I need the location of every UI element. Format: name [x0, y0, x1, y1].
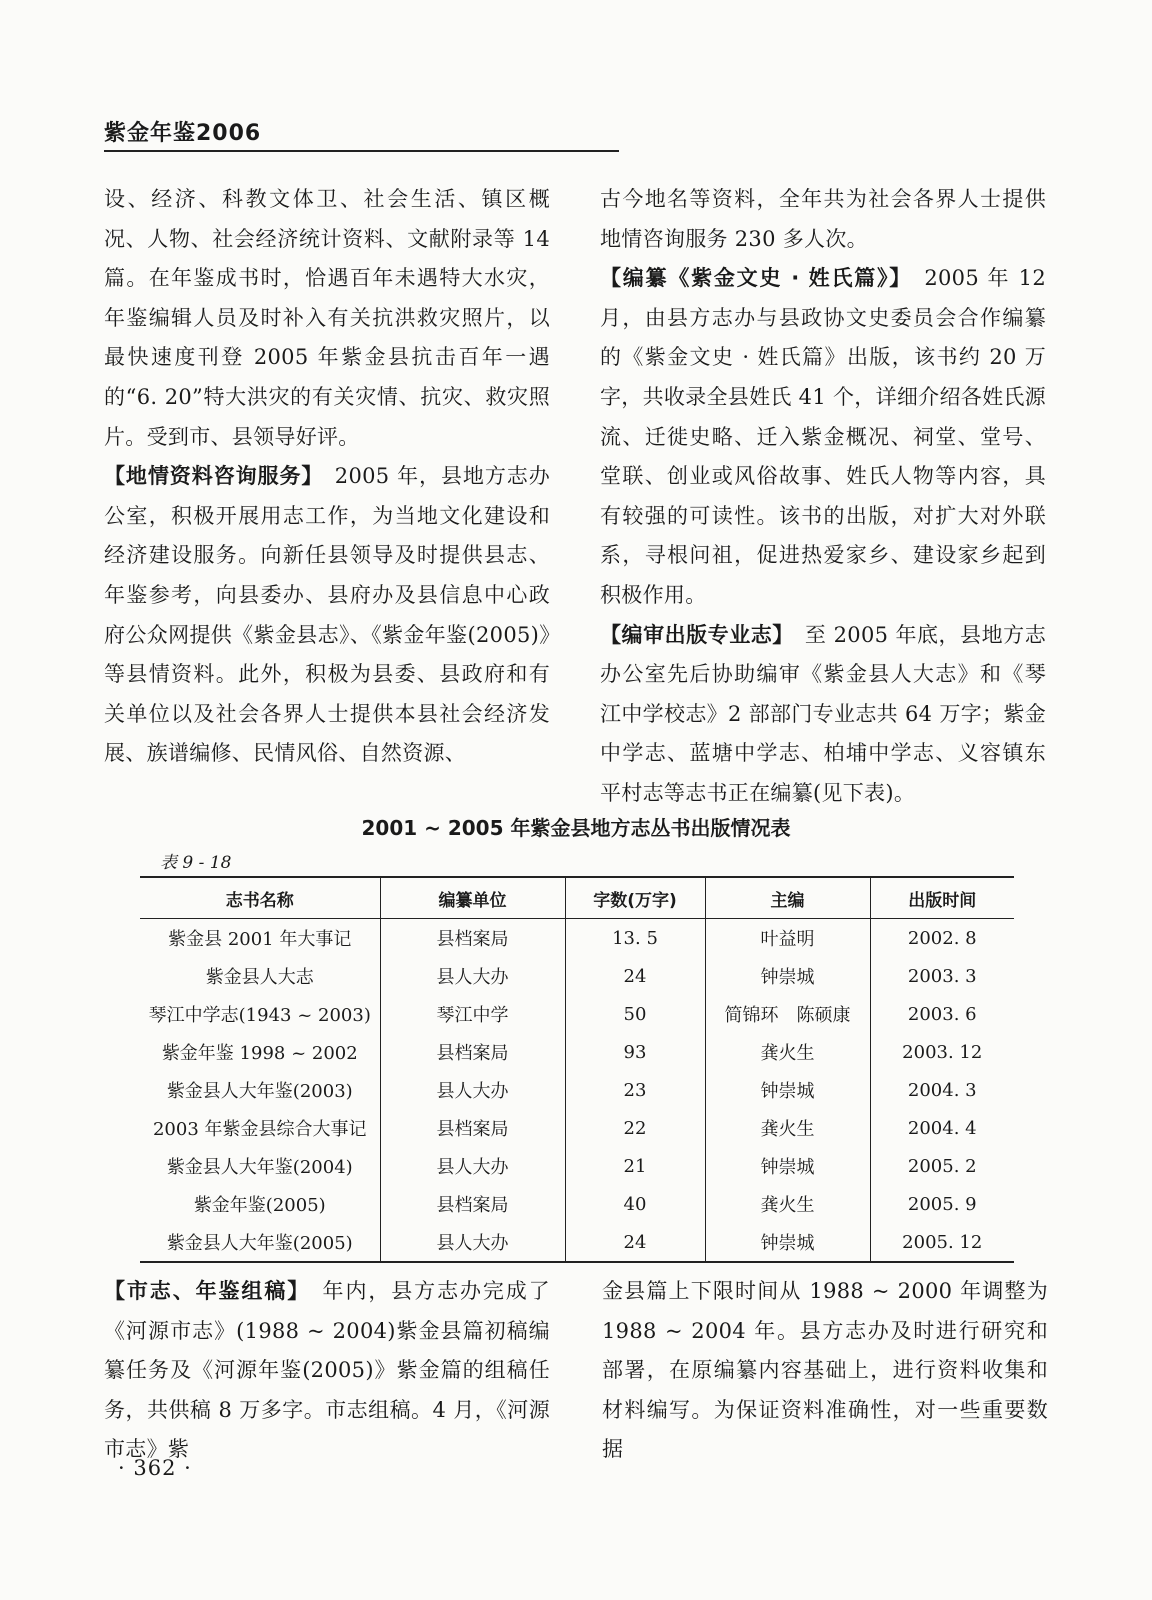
table-cell: 琴江中学 [380, 995, 565, 1033]
table-cell: 县档案局 [380, 919, 565, 958]
table-cell: 2002. 8 [870, 919, 1014, 958]
table-row [140, 919, 1014, 958]
table-cell: 2004. 3 [870, 1071, 1014, 1109]
table-cell: 24 [565, 1223, 705, 1262]
table-cell: 钟崇城 [705, 957, 870, 995]
column-header: 编纂单位 [380, 877, 565, 919]
table-row [140, 1223, 1014, 1262]
table-cell: 县档案局 [380, 1109, 565, 1147]
table-cell: 县人大办 [380, 1071, 565, 1109]
table-row [140, 1033, 1014, 1071]
table-cell: 县人大办 [380, 957, 565, 995]
section-lead: 【地情资料咨询服务】 [104, 464, 313, 489]
column-header: 主编 [705, 877, 870, 919]
table-cell: 2003. 6 [870, 995, 1014, 1033]
section-lead: 【编纂《紫金文史 · 姓氏篇》】 [600, 266, 902, 291]
table-cell: 2004. 4 [870, 1109, 1014, 1147]
header-rule [104, 150, 619, 152]
column-header: 志书名称 [140, 877, 380, 919]
table-cell: 钟崇城 [705, 1071, 870, 1109]
table-cell: 县人大办 [380, 1223, 565, 1262]
section-lead: 【编审出版专业志】 [600, 622, 784, 647]
table-cell: 23 [565, 1071, 705, 1109]
table-cell: 2003. 12 [870, 1033, 1014, 1071]
table-cell: 钟崇城 [705, 1223, 870, 1262]
table-cell: 2005. 12 [870, 1223, 1014, 1262]
table-cell: 93 [565, 1033, 705, 1071]
table-row [140, 1109, 1014, 1147]
paragraph-body: 年内，县方志办完成了《河源市志》(1988 ~ 2004)紫金县篇初稿编纂任务及《河源年鉴(2005)》紫金篇的组稿任务，共供稿 8 万多字。市志组稿。4 月，《河源市志》紫 [104, 1279, 550, 1462]
paragraph [600, 259, 1046, 615]
paragraph [104, 457, 550, 774]
paragraph-body: 2005 年，县地方志办公室，积极开展用志工作，为当地文化建设和经济建设服务。向新任县领导及时提供县志、年鉴参考，向县委办、县府办及县信息中心政府公众网提供《紫金县志》、《紫金年鉴(2005)》等县情资料。此外，积极为县委、县政府和有关单位以及社会各界人士提供本县社会经济发展、族谱编修、民情风俗、自然资源、 [104, 464, 550, 766]
table-cell: 紫金县 2001 年大事记 [168, 929, 352, 950]
paragraph: 设、经济、科教文体卫、社会生活、镇区概况、人物、社会经济统计资料、文献附录等 14 篇。在年鉴成书时，恰遇百年未遇特大水灾，年鉴编辑人员及时补入有关抗洪救灾照片，以最快速度刊登 2005 年紫金县抗击百年一遇的“6. 20”特大洪灾的有关灾情、抗灾、救灾照片。受到市、县领导好评。 [104, 187, 550, 449]
paragraph-body: 至 2005 年底，县地方志办公室先后协助编审《紫金县人大志》和《琴江中学校志》2 部部门专业志共 64 万字；紫金中学志、蓝塘中学志、柏埔中学志、义容镇东平村志等志书正在编纂(见下表)。 [600, 622, 1047, 805]
table-cell: 简锦环 陈硕康 [705, 995, 870, 1033]
table-row [140, 957, 1014, 995]
table-cell: 紫金县人大志 [205, 967, 314, 988]
right-column-top [600, 180, 1046, 814]
section-lead: 【市志、年鉴组稿】 [104, 1279, 300, 1303]
table-cell: 钟崇城 [705, 1147, 870, 1185]
table-cell: 紫金年鉴 1998 ~ 2002 [161, 1043, 358, 1064]
table-row [140, 995, 1014, 1033]
table-cell: 22 [565, 1109, 705, 1147]
table-cell: 县档案局 [380, 1185, 565, 1223]
table-cell: 紫金县人大年鉴(2004) [166, 1157, 353, 1178]
table-cell: 紫金县人大年鉴(2003) [166, 1081, 353, 1102]
table-cell: 琴江中学志(1943 ~ 2003) [148, 1005, 371, 1026]
table-cell: 50 [565, 995, 705, 1033]
table-row [140, 1147, 1014, 1185]
right-column-bottom [602, 1272, 1048, 1470]
table-row [140, 1071, 1014, 1109]
table-cell: 2005. 2 [870, 1147, 1014, 1185]
paragraph: 金县篇上下限时间从 1988 ~ 2000 年调整为 1988 ~ 2004 年。县方志办及时进行研究和部署，在原编纂内容基础上，进行资料收集和材料编写。为保证资料准确性，对一些重要数据 [602, 1279, 1048, 1462]
table-cell: 龚火生 [705, 1185, 870, 1223]
table-cell: 2003. 3 [870, 957, 1014, 995]
table-cell: 县人大办 [380, 1147, 565, 1185]
table-cell: 2005. 9 [870, 1185, 1014, 1223]
table-title: 2001 ~ 2005 年紫金县地方志丛书出版情况表 [361, 816, 791, 840]
table-cell: 紫金年鉴(2005) [193, 1195, 326, 1216]
running-head: 紫金年鉴2006 [104, 121, 262, 146]
paragraph: 古今地名等资料，全年共为社会各界人士提供地情咨询服务 230 多人次。 [600, 187, 1046, 251]
table-cell: 40 [565, 1185, 705, 1223]
table-number: 表 9 - 18 [160, 853, 232, 873]
table-cell: 13. 5 [565, 919, 705, 958]
table-cell: 县档案局 [380, 1033, 565, 1071]
paragraph [104, 1272, 550, 1470]
column-header: 出版时间 [870, 877, 1014, 919]
table-cell: 24 [565, 957, 705, 995]
left-column-top [104, 180, 550, 774]
table-cell: 2003 年紫金县综合大事记 [152, 1119, 367, 1140]
table-cell: 紫金县人大年鉴(2005) [140, 1223, 380, 1262]
publication-table [140, 876, 1014, 1263]
paragraph-body: 2005 年 12 月，由县方志办与县政协文史委员会合作编纂的《紫金文史 · 姓氏篇》出版，该书约 20 万字，共收录全县姓氏 41 个，详细介绍各姓氏源流、迁徙史略、迁入紫金概况、祠堂、堂号、堂联、创业或风俗故事、姓氏人物等内容，具有较强的可读性。该书的出版，对扩大对外联系，寻根问祖，促进热爱家乡、建设家乡起到积极作用。 [600, 266, 1047, 607]
table-row [140, 1185, 1014, 1223]
table-cell: 叶益明 [705, 919, 870, 958]
table-cell: 龚火生 [705, 1109, 870, 1147]
paragraph [600, 616, 1046, 814]
page-number: · 362 · [118, 1456, 192, 1480]
table-cell: 21 [565, 1147, 705, 1185]
column-header: 字数(万字) [565, 877, 705, 919]
table-cell: 龚火生 [705, 1033, 870, 1071]
left-column-bottom [104, 1272, 550, 1470]
table-header-row [140, 877, 1014, 919]
